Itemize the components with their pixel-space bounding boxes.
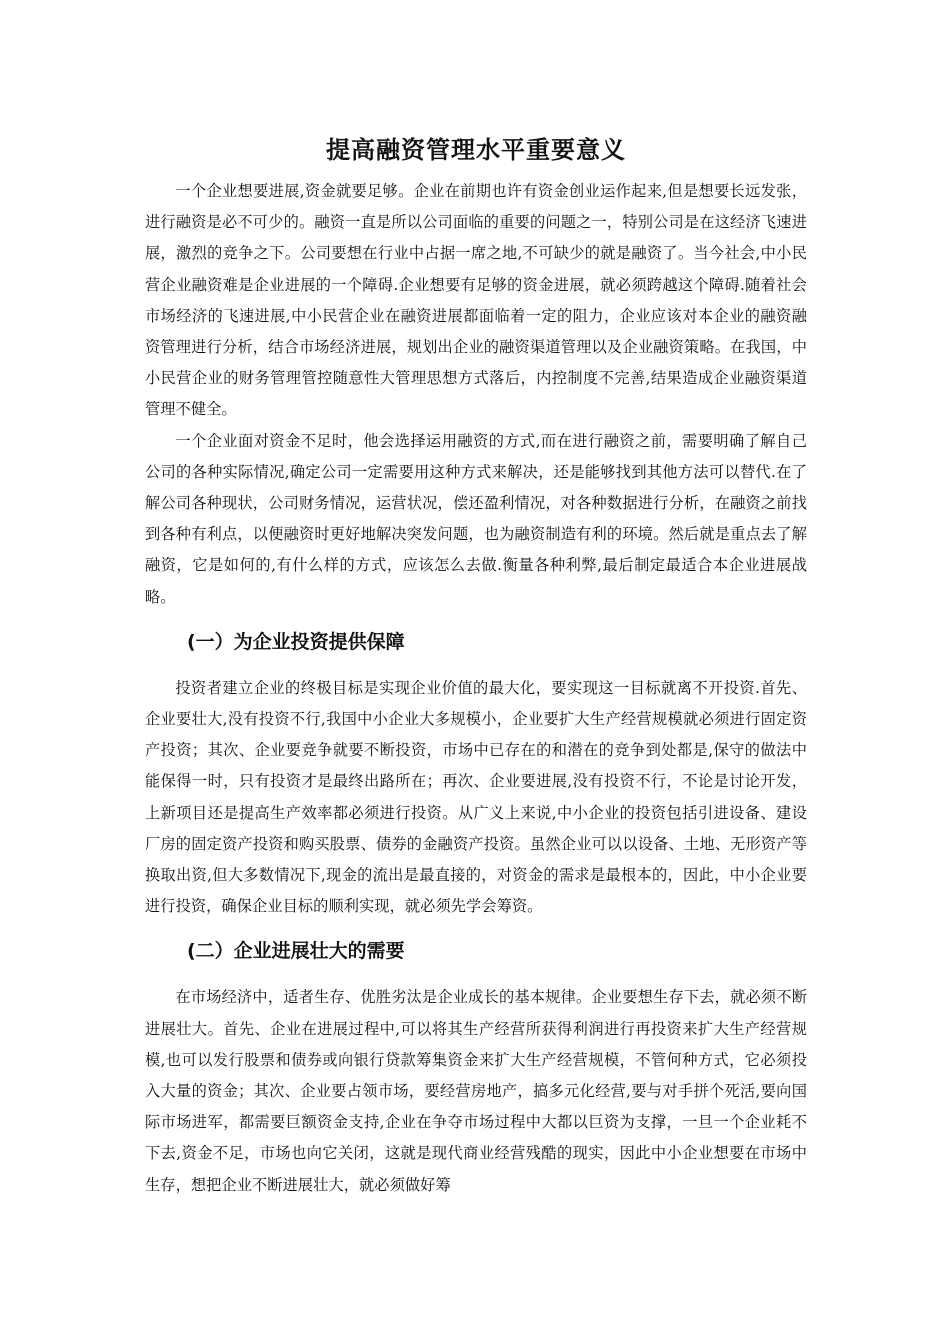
intro-paragraph-1: 一个企业想要进展,资金就要足够。企业在前期也许有资金创业运作起来,但是想要长远发张，进行融资是必不可少的。融资一直是所以公司面临的重要的问题之一，特别公司是在这经济飞速进展，激烈的竞争之下。公司要想在行业中占据一席之地,不可缺少的就是融资了。当今社会,中小民营企业融资难是企业进展的一个障碍.企业想要有足够的资金进展，就必须跨越这个障碍.随着社会市场经济的飞速进展,中小民营企业在融资进展都面临着一定的阻力，企业应该对本企业的融资融资管理进行分析，结合市场经济进展，规划出企业的融资渠道管理以及企业融资策略。在我国，中小民营企业的财务管理管控随意性大管理思想方式落后，内控制度不完善,结果造成企业融资渠道管理不健全。 — [145, 182, 807, 419]
document-page — [145, 132, 807, 1201]
intro-paragraph-2: 一个企业面对资金不足时，他会选择运用融资的方式,而在进行融资之前，需要明确了解自己公司的各种实际情况,确定公司一定需要用这种方式来解决，还是能够找到其他方法可以替代.在了解公司各种现状，公司财务情况，运营状况，偿还盈利情况，对各种数据进行分析，在融资之前找到各种有利点，以便融资时更好地解决突发问题，也为融资制造有利的环境。然后就是重点去了解融资，它是如何的,有什么样的方式，应该怎么去做.衡量各种利弊,最后制定最适合本企业进展战略。 — [145, 431, 807, 606]
section-1-paragraph-1: 投资者建立企业的终极目标是实现企业价值的最大化，要实现这一目标就离不开投资.首先、企业要壮大,没有投资不行,我国中小企业大多规模小，企业要扩大生产经营规模就必须进行固定资产投资；其次、企业要竞争就要不断投资，市场中已存在的和潜在的竞争到处都是,保守的做法中能保得一时，只有投资才是最终出路所在；再次、企业要进展,没有投资不行，不论是讨论开发，上新项目还是提高生产效率都必须进行投资。从广义上来说,中小企业的投资包括引进设备、建设厂房的固定资产投资和购买股票、债券的金融资产投资。虽然企业可以以设备、土地、无形资产等换取出资,但大多数情况下,现金的流出是最直接的，对资金的需求是最根本的，因此，中小企业要进行投资，确保企业目标的顺利实现，就必须先学会筹资。 — [145, 678, 807, 916]
document-title: 提高融资管理水平重要意义 — [326, 136, 626, 164]
section-heading-1: (一）为企业投资提供保障 — [187, 630, 405, 653]
section-2-paragraph-1: 在市场经济中，适者生存、优胜劣汰是企业成长的基本规律。企业要想生存下去，就必须不断进展壮大。首先、企业在进展过程中,可以将其生产经营所获得利润进行再投资来扩大生产经营规模,也可以发行股票和债券或向银行贷款筹集资金来扩大生产经营规模，不管何种方式，它必须投入大量的资金；其次、企业要占领市场，要经营房地产，搞多元化经营,要与对手拼个死活,要向国际市场进军，都需要巨额资金支持,企业在争夺市场过程中大都以巨资为支撑，一旦一个企业耗不下去,资金不足，市场也向它关闭，这就是现代商业经营残酷的现实，因此中小企业想要在市场中生存，想把企业不断进展壮大，就必须做好筹 — [145, 988, 807, 1194]
section-heading-2: (二）企业进展壮大的需要 — [187, 940, 405, 963]
